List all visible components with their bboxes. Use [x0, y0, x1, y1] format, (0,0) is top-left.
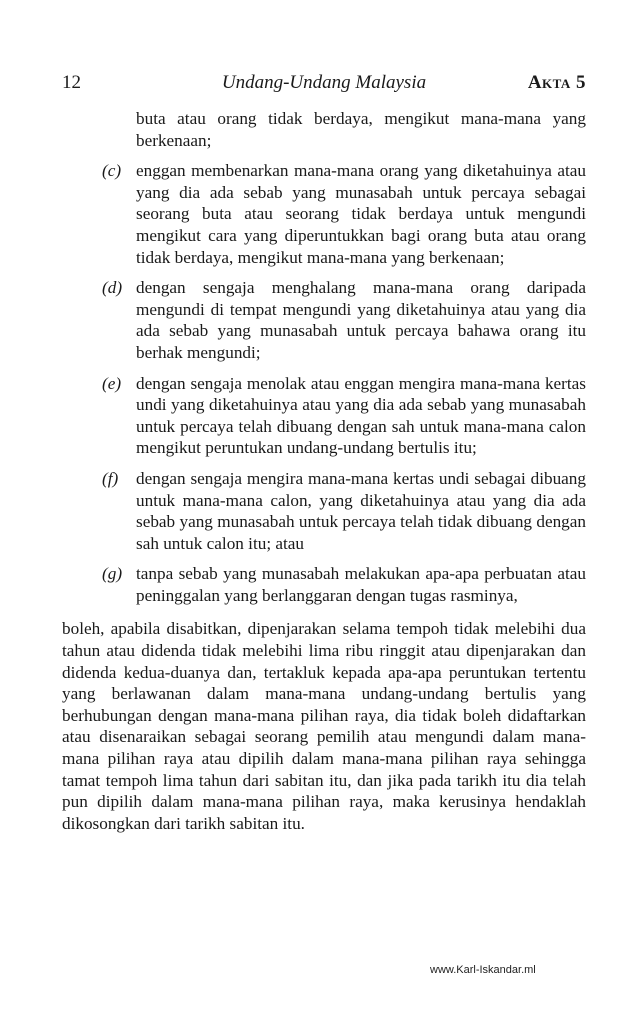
paragraph-text: enggan membenarkan mana-mana orang yang diketahuinya atau yang dia ada sebab yang munasabah untuk percaya sebagai seorang buta atau seorang tidak berdaya untuk mengundi mengikut cara yang diperuntukkan bagi orang buta atau orang tidak berdaya, mengikut mana-mana yang berkenaan;: [136, 161, 586, 267]
act-label: Akta 5: [527, 72, 586, 93]
paragraph-label: (e): [102, 373, 122, 393]
paragraph-text: dengan sengaja menolak atau enggan mengira mana-mana kertas undi yang diketahuinya atau yang dia ada sebab yang munasabah untuk percaya telah dibuang dengan sah untuk mana-mana calon mengikut peruntukan undang-undang bertulis itu;: [136, 373, 586, 458]
paragraph-g: [62, 563, 586, 606]
footer-watermark: www.Karl-Iskandar.ml: [430, 964, 536, 976]
paragraph-f: [62, 468, 586, 554]
paragraph-text: tanpa sebab yang munasabah melakukan apa-apa perbuatan atau peninggalan yang berlanggaran dengan tugas rasminya,: [136, 564, 586, 605]
paragraph-label: (f): [102, 468, 119, 488]
page-number: 12: [62, 72, 81, 93]
section-body: [62, 108, 586, 834]
paragraph-label: (c): [102, 161, 122, 181]
running-title: Undang-Undang Malaysia: [221, 72, 427, 93]
paragraph-e: [62, 373, 586, 459]
paragraph-text: dengan sengaja mengira mana-mana kertas undi sebagai dibuang untuk mana-mana calon, yang diketahuinya atau yang dia ada sebab yang munasabah untuk percaya telah tidak dibuang dengan sah untuk calon itu; atau: [136, 468, 586, 553]
paragraph-text: dengan sengaja menghalang mana-mana orang daripada mengundi di tempat mengundi yang diketahuinya atau yang dia ada sebab yang munasabah untuk percaya bahawa orang itu berhak mengundi;: [136, 278, 586, 362]
paragraph-label: (d): [102, 278, 123, 298]
paragraph-label: (g): [102, 564, 123, 584]
penalty-clause: boleh, apabila disabitkan, dipenjarakan selama tempoh tidak melebihi dua tahun atau didenda tidak melebihi lima ribu ringgit atau dipenjarakan dan didenda kedua-duanya dan, tertakluk kepada apa-apa peruntukan tertentu yang berlawanan dalam mana-mana undang-undang bertulis yang berhubungan dengan mana-mana pilihan raya, dia tidak boleh didaftarkan atau disenaraikan sebagai seorang pemilih atau mengundi dalam mana-mana pilihan raya atau dipilih dalam mana-mana pilihan raya sehingga tamat tempoh lima tahun dari sabitan itu, dan jika pada tarikh itu dia telah pun dipilih dalam mana-mana pilihan raya, maka kerusinya hendaklah dikosongkan dari tarikh sabitan itu.: [62, 619, 586, 833]
continuation-text: buta atau orang tidak berdaya, mengikut mana-mana yang berkenaan;: [136, 109, 586, 150]
paragraph-d: [62, 277, 586, 363]
paragraph-c: [62, 160, 586, 268]
page-header: [62, 72, 586, 98]
